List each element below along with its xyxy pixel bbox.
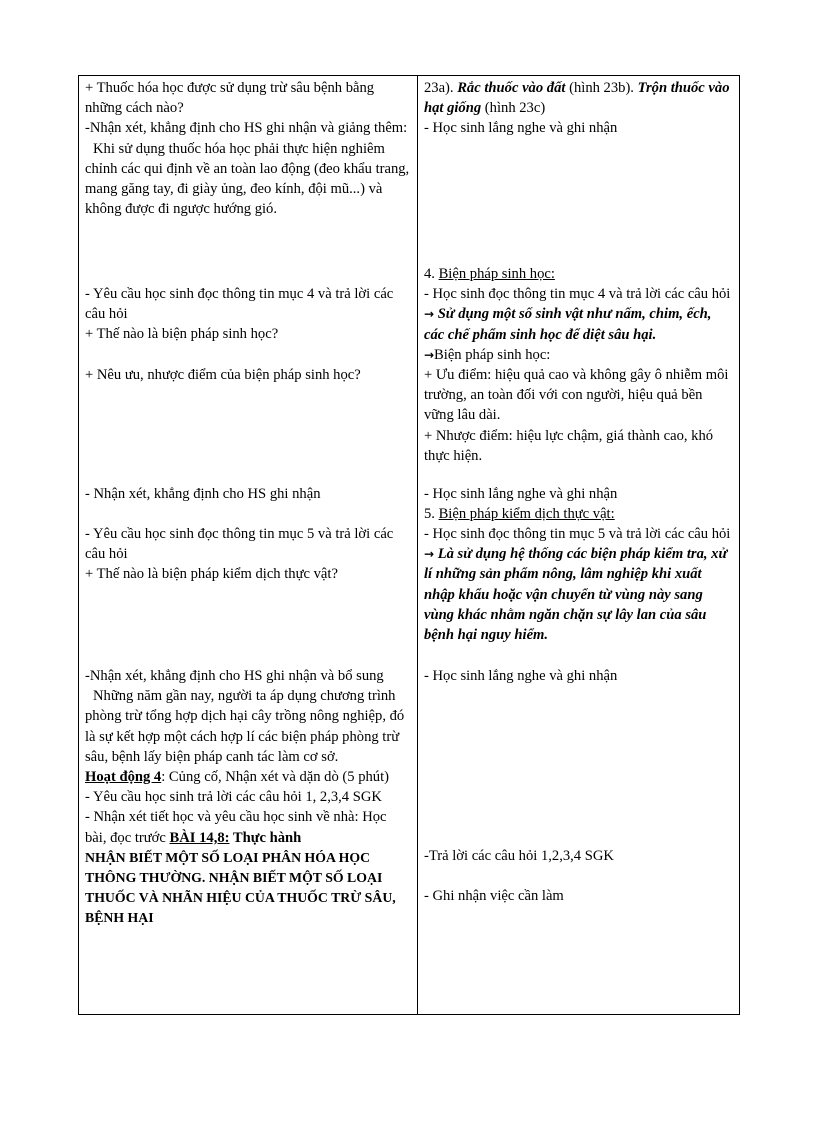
student-cell: [418, 522, 739, 664]
teacher-cell: [79, 482, 418, 522]
table-row: [78, 262, 740, 482]
arrow-icon: →: [423, 307, 435, 322]
teacher-text: -Nhận xét, khẳng định cho HS ghi nhận và bổ sung: [85, 668, 384, 684]
student-cell: [418, 76, 739, 262]
lesson-table: [78, 75, 740, 1015]
teacher-text: Khi sử dụng thuốc hóa học phải thực hiện nghiêm chỉnh các qui định về an toàn lao động (đeo khẩu trang, mang găng tay, đi giày ủng, đeo kính, đội mũ...) và không được đi ngược hướng gió.: [85, 140, 410, 218]
answer-text: → Là sử dụng hệ thống các biện pháp kiểm tra, xử lí những sản phẩm nông, lâm nghiệp khi xuất nhập khẩu hoặc vận chuyển từ vùng này sang vùng khác nhằm ngăn chặn sự lây lan của sâu bệnh hại nguy hiểm.: [423, 546, 728, 644]
section-heading: 5. Biện pháp kiểm dịch thực vật:: [423, 506, 615, 523]
teacher-cell: [79, 262, 418, 482]
student-text: -Trả lời các câu hỏi 1,2,3,4 SGK: [423, 848, 614, 865]
teacher-text: - Nhận xét tiết học và yêu cầu học sinh về nhà: Học bài, đọc trước BÀI 14,8: Thực hành: [85, 809, 387, 846]
question-text: + Thế nào là biện pháp sinh học?: [85, 326, 279, 343]
teacher-cell: [79, 664, 418, 1014]
question-text: + Thuốc hóa học được sử dụng trừ sâu bệnh bằng những cách nào?: [85, 80, 375, 117]
teacher-text: Những năm gần nay, người ta áp dụng chương trình phòng trừ tổng hợp dịch hại cây trồng nông nghiệp, đó là sự kết hợp một cách hợp lí các biện pháp phòng trừ sâu, bệnh lấy biện pháp canh tác làm cơ sở.: [85, 688, 405, 765]
activity-heading: Hoạt động 4: Củng cố, Nhận xét và dặn dò (5 phút): [85, 769, 390, 786]
student-text: - Học sinh đọc thông tin mục 5 và trả lời các câu hỏi: [423, 526, 731, 542]
next-lesson-title: NHẬN BIẾT MỘT SỐ LOẠI PHÂN HÓA HỌC THÔNG THƯỜNG. NHẬN BIẾT MỘT SỐ LOẠI THUỐC VÀ NHÃN HIỆU CỦA THUỐC TRỪ SÂU, BỆNH HẠI: [85, 849, 396, 926]
teacher-text: - Nhận xét, khẳng định cho HS ghi nhận: [85, 486, 321, 502]
student-text: - Học sinh lắng nghe và ghi nhận: [423, 668, 618, 684]
arrow-icon: →: [423, 347, 435, 362]
answer-text: + Ưu điểm: hiệu quả cao và không gây ô nhiễm môi trường, an toàn đối với con người, hiệu quả bền vững lâu dài.: [423, 367, 729, 424]
question-text: + Thế nào là biện pháp kiểm dịch thực vật?: [85, 566, 338, 583]
student-text: - Học sinh lắng nghe và ghi nhận: [423, 486, 618, 502]
student-text: - Học sinh đọc thông tin mục 4 và trả lời các câu hỏi: [423, 286, 731, 303]
teacher-cell: [79, 76, 418, 262]
table-row: [78, 664, 740, 1015]
answer-text: → Sử dụng một số sinh vật như nấm, chim, ếch, các chế phẩm sinh học để diệt sâu hại.: [423, 306, 712, 343]
student-cell: [418, 262, 739, 482]
table-row: [78, 482, 740, 522]
student-cell: [418, 664, 739, 1014]
section-heading: 4. Biện pháp sinh học:: [423, 266, 555, 282]
table-row: [78, 522, 740, 664]
teacher-cell: [79, 522, 418, 664]
student-cell: [418, 482, 739, 522]
answer-text: →Biện pháp sinh học:: [423, 346, 551, 363]
teacher-text: - Yêu cầu học sinh đọc thông tin mục 5 và trả lời các câu hỏi: [85, 526, 394, 563]
teacher-text: -Nhận xét, khẳng định cho HS ghi nhận và giảng thêm:: [85, 120, 408, 137]
teacher-text: - Yêu cầu học sinh trả lời các câu hỏi 1, 2,3,4 SGK: [85, 789, 382, 806]
student-text: 23a). Rắc thuốc vào đất (hình 23b). Trộn thuốc vào hạt giống (hình 23c): [423, 80, 730, 117]
teacher-text: - Yêu cầu học sinh đọc thông tin mục 4 và trả lời các câu hỏi: [85, 286, 394, 323]
student-text: - Học sinh lắng nghe và ghi nhận: [423, 120, 618, 137]
student-text: - Ghi nhận việc cần làm: [423, 888, 564, 905]
table-row: [78, 75, 740, 262]
question-text: + Nêu ưu, nhược điểm của biện pháp sinh học?: [85, 366, 361, 383]
arrow-icon: →: [423, 547, 435, 562]
answer-text: + Nhược điểm: hiệu lực chậm, giá thành cao, khó thực hiện.: [423, 427, 714, 464]
